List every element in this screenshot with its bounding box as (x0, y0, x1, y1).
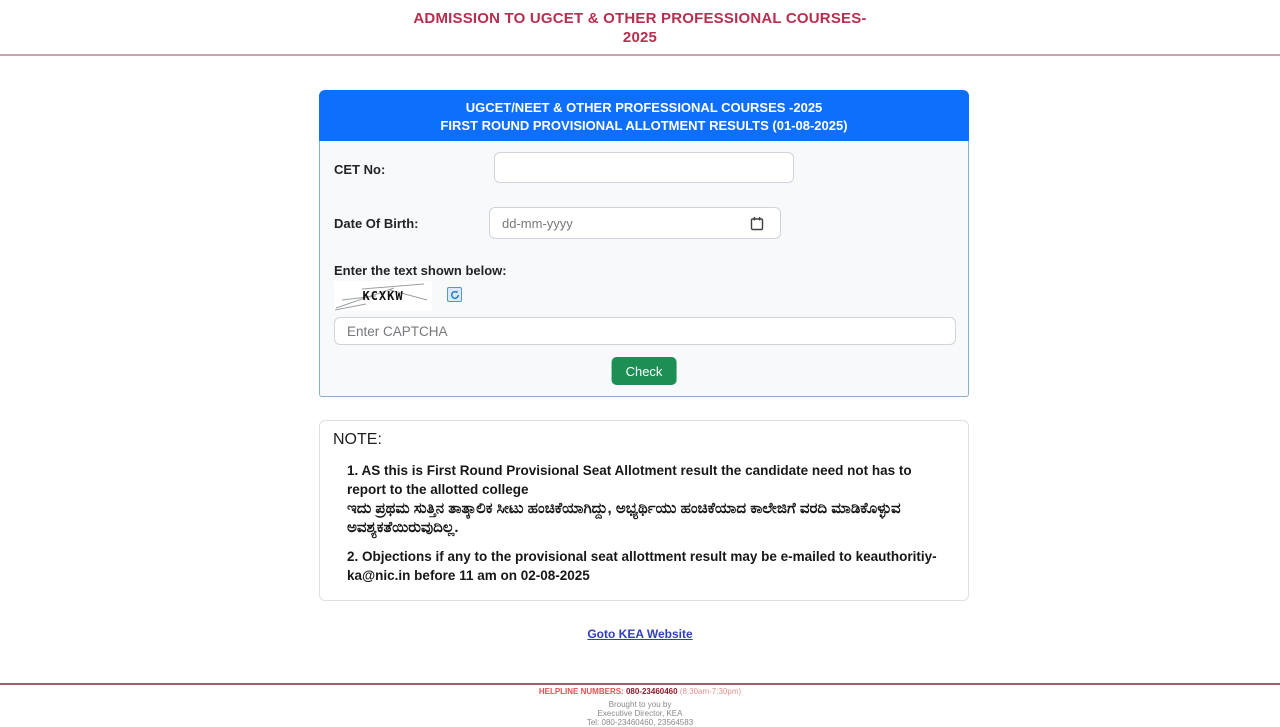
form-card-header (319, 90, 969, 141)
helpline-line (0, 687, 1280, 696)
note-card (319, 420, 969, 601)
kea-link-row (0, 625, 1280, 643)
note-heading: NOTE: (333, 431, 382, 448)
footer-brought-by: Brought to you by (608, 700, 672, 709)
note-item-1-kannada: ಇದು ಪ್ರಥಮ ಸುತ್ತಿನ ತಾತ್ಕಾಲಿಕ ಸೀಟು ಹಂಚಿಕೆಯಾಗಿದ್ದು, ಅಭ್ಯರ್ಥಿಯು ಹಂಚಿಕೆಯಾದ ಕಾಲೇಜಿಗೆ ವರದಿ ಮಾಡಿಕೊಳ್ಳುವ ಅವಶ್ಯಕತೆಯಿರುವುದಿಲ್ಲ. (347, 500, 901, 536)
captcha-input[interactable] (334, 317, 956, 345)
dob-input[interactable] (489, 207, 781, 239)
footer-director: Executive Director, KEA (597, 709, 683, 718)
form-header-line1: UGCET/NEET & OTHER PROFESSIONAL COURSES -2025 (465, 100, 823, 115)
note-item-1-english: 1. AS this is First Round Provisional Seat Allotment result the candidate need not has to report to the allotted college (347, 463, 912, 497)
site-footer (0, 683, 1280, 727)
page-title-line2: 2025 (622, 29, 658, 46)
cet-no-label: CET No: (334, 162, 386, 177)
cet-no-input[interactable] (494, 152, 794, 183)
page-title-line1: ADMISSION TO UGCET & OTHER PROFESSIONAL COURSES- (413, 10, 867, 27)
goto-kea-website-link[interactable]: Goto KEA Website (587, 627, 693, 641)
footer-tel: Tel: 080-23460460, 23564583 (586, 718, 694, 727)
helpline-number: 080-23460460 (625, 687, 678, 696)
captcha-image (334, 281, 432, 311)
dob-label: Date Of Birth: (334, 216, 419, 231)
site-header (0, 0, 1280, 56)
helpline-hours: (8:30am-7:30pm) (679, 687, 742, 696)
captcha-label: Enter the text shown below: (334, 263, 507, 278)
form-header-line2: FIRST ROUND PROVISIONAL ALLOTMENT RESULTS (01-08-2025) (440, 118, 848, 133)
note-item-2: 2. Objections if any to the provisional seat allottment result may be e-mailed to keauthoritiy-ka@nic.in before 11 am on 02-08-2025 (347, 549, 937, 583)
form-card-body (319, 141, 969, 397)
captcha-text: KCXKW (362, 289, 404, 303)
check-button[interactable]: Check (612, 357, 677, 385)
calendar-icon[interactable] (750, 216, 764, 231)
page-title (380, 0, 900, 47)
refresh-captcha-icon[interactable] (447, 287, 462, 302)
result-form-card (319, 90, 969, 397)
helpline-label: HELPLINE NUMBERS: (538, 687, 624, 696)
